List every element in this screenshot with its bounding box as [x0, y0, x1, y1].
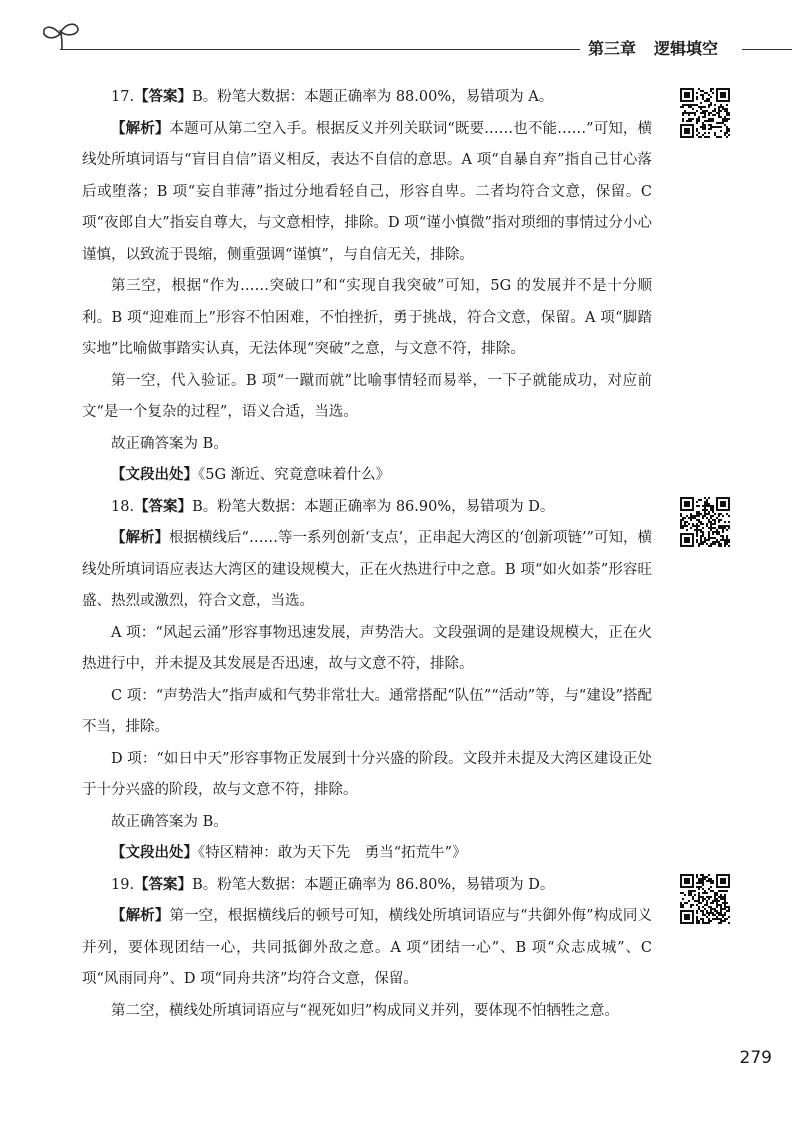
- q18-conclusion: [82, 807, 652, 839]
- q17-analysis: [82, 114, 652, 272]
- paragraph-text: 第一空，代入验证。B 项“一蹴而就”比喻事情轻而易举，一下子就能成功，对应前文“是一个复杂的过程”，语义合适，当选。: [82, 372, 652, 420]
- source-tag: 【文段出处】: [111, 467, 198, 483]
- q19-answer: [82, 870, 652, 902]
- q17-source: [82, 460, 652, 492]
- q19-second-blank: [82, 996, 652, 1028]
- q19-analysis: [82, 901, 652, 996]
- paragraph-text: 《特区精神：敢为天下先 勇当“拓荒牛”》: [198, 845, 467, 861]
- page-number: 279: [739, 1048, 772, 1068]
- paragraph-text: 故正确答案为 B。: [111, 813, 228, 830]
- analysis-tag: 【解析】: [111, 120, 170, 137]
- paragraph-text: B。粉笔大数据：本题正确率为 86.90%，易错项为 D。: [192, 498, 555, 515]
- paragraph-text: 根据横线后“……等一系列创新‘支点’，正串起大湾区的‘创新项链’”可知，横线处所填词语应表达大湾区的建设规模大，正在火热进行中之意。B 项“如火如荼”形容旺盛、热烈或激烈，符合文意，当选。: [82, 530, 652, 609]
- paragraph-text: D 项：“如日中天”形容事物正发展到十分兴盛的阶段。文段并未提及大湾区建设正处于十分兴盛的阶段，故与文意不符，排除。: [82, 750, 652, 798]
- q17-conclusion: [82, 429, 652, 461]
- paragraph-text: 第三空，根据“作为……突破口”和“实现自我突破”可知，5G 的发展并不是十分顺利。B 项“迎难而上”形容不怕困难，不怕挫折，勇于挑战，符合文意，保留。A 项“脚踏实地”比喻做事踏实认真，无法体现“突破”之意，与文意不符，排除。: [82, 278, 652, 357]
- paragraph-text: A 项：“风起云涌”形容事物迅速发展，声势浩大。文段强调的是建设规模大，正在火热进行中，并未提及其发展是否迅速，故与文意不符，排除。: [82, 624, 652, 672]
- qr-code-icon[interactable]: [680, 88, 730, 138]
- question-number: 17.: [111, 89, 135, 105]
- qr-code-icon[interactable]: [680, 874, 730, 924]
- paragraph-text: B。粉笔大数据：本题正确率为 88.00%，易错项为 A。: [192, 89, 554, 105]
- paragraph-text: 第二空，横线处所填词语应与“视死如归”构成同义并列，要体现不怕牺牲之意。: [111, 1002, 619, 1019]
- page-content: [82, 82, 652, 1027]
- q18-option-a: [82, 618, 652, 681]
- sprout-logo-icon: [40, 20, 84, 52]
- header-rule-left: [60, 49, 580, 50]
- chapter-number: 第三章: [588, 39, 637, 58]
- answer-tag: 【答案】: [134, 89, 193, 105]
- answer-tag: 【答案】: [134, 498, 193, 515]
- paragraph-text: B。粉笔大数据：本题正确率为 86.80%，易错项为 D。: [192, 876, 555, 893]
- q18-option-c: [82, 681, 652, 744]
- analysis-tag: 【解析】: [111, 530, 170, 546]
- q18-analysis: [82, 523, 652, 618]
- qr-code-icon[interactable]: [680, 497, 730, 547]
- header-rule-right: [742, 49, 792, 50]
- q17-answer: [82, 82, 652, 114]
- q18-answer: [82, 492, 652, 524]
- chapter-heading: [588, 36, 738, 62]
- source-tag: 【文段出处】: [111, 845, 198, 861]
- paragraph-text: 故正确答案为 B。: [111, 435, 228, 452]
- answer-tag: 【答案】: [134, 876, 193, 893]
- chapter-title: 逻辑填空: [654, 39, 719, 58]
- q17-first-blank: [82, 366, 652, 429]
- q17-third-blank: [82, 271, 652, 366]
- paragraph-text: 本题可从第二空入手。根据反义并列关联词“既要……也不能……”可知，横线处所填词语与“盲目自信”语义相反，表达不自信的意思。A 项“自暴自弃”指自己甘心落后或堕落；B 项“妄自菲薄”指过分地看轻自己，形容自卑。二者均符合文意，保留。C 项“夜郎自大”指妄自尊大，与文意相悖，排除。D 项“谨小慎微”指对琐细的事情过分小心谨慎，以致流于畏缩，侧重强调“谨慎”，与自信无关，排除。: [82, 120, 653, 263]
- page-header: [0, 0, 800, 70]
- paragraph-text: 第一空，根据横线后的顿号可知，横线处所填词语应与“共御外侮”构成同义并列，要体现团结一心，共同抵御外敌之意。A 项“团结一心”、B 项“众志成城”、C 项“风雨同舟”、D 项“同舟共济”均符合文意，保留。: [82, 908, 652, 987]
- q18-option-d: [82, 744, 652, 807]
- q18-source: [82, 838, 652, 870]
- paragraph-text: C 项：“声势浩大”指声威和气势非常壮大。通常搭配“队伍”“活动”等，与“建设”搭配不当，排除。: [82, 687, 652, 735]
- paragraph-text: 《5G 渐近、究竟意味着什么》: [198, 467, 391, 483]
- analysis-tag: 【解析】: [111, 908, 170, 924]
- question-number: 18.: [111, 498, 135, 515]
- question-number: 19.: [111, 876, 135, 893]
